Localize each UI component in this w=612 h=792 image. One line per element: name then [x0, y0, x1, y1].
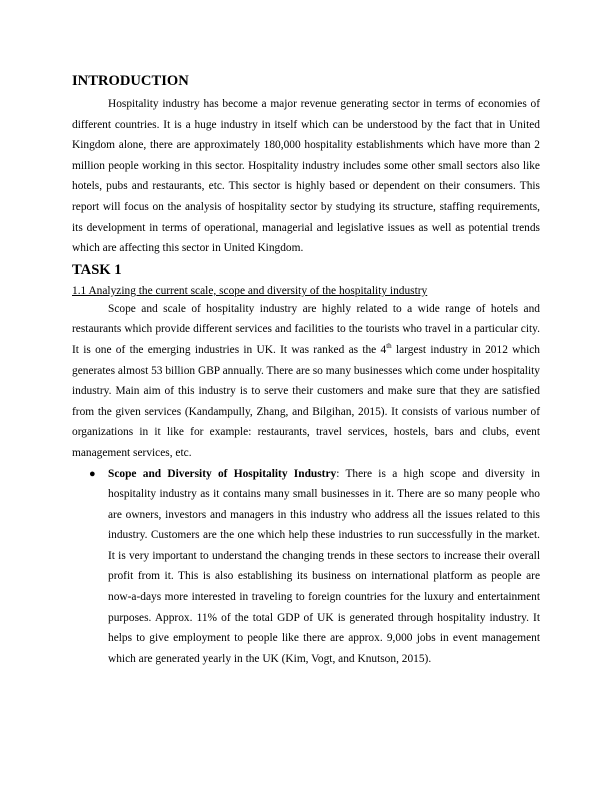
bullet-text: : There is a high scope and diversity in hospitality industry as it contains many small businesses in it. There are so many people who are owners, investors and managers in this industry who address all the issues related to this industry. Customers are the one which help these industries to run successfully in the market. It is very important to understand the changing trends in these sectors to increase their overall profit from it. This is also establishing its business on international platform as people are now-a-days more interested in traveling to foreign countries for the luxury and entertainment purposes. Approx. 11% of the total GDP of UK is generated through hospitality industry. It helps to give employment to people like there are approx. 9,000 jobs in event management which are generated yearly in the UK (Kim, Vogt, and Knutson, 2015).	[108, 467, 541, 665]
task1-subheading: 1.1 Analyzing the current scale, scope and diversity of the hospitality industry	[72, 284, 428, 297]
task1-bullet-list	[72, 464, 540, 670]
bullet-title: Scope and Diversity of Hospitality Industry	[108, 467, 337, 480]
introduction-paragraph: Hospitality industry has become a major revenue generating sector in terms of economies of different countries. It is a huge industry in itself which can be understood by the fact that in United Kingdom alone, there are approximately 180,000 hospitality establishments which have more than 2 million people working in this sector. Hospitality industry includes some other small sectors also like hotels, pubs and restaurants, etc. This sector is highly based or dependent on their consumers. This report will focus on the analysis of hospitality sector by studying its structure, staffing requirements, its development in terms of operational, managerial and legislative issues as well as potential trends which are affecting this sector in United Kingdom.	[72, 98, 540, 255]
task1-paragraph-part2: largest industry in 2012 which generates almost 53 billion GBP annually. There are so many businesses which come under hospitality industry. Main aim of this industry is to serve their customers and make sure that they are satisfied from the given services (Kandampully, Zhang, and Bilgihan, 2015). It consists of various number of organizations in it like for example: restaurants, travel services, hostels, bars and clubs, event management services, etc.	[72, 343, 540, 459]
task1-paragraph-part1: Scope and scale of hospitality industry are highly related to a wide range of hotels and restaurants which provide different services and facilities to the tourists who travel in a particular city. It is one of the emerging industries in UK. It was ranked as the 4	[72, 302, 540, 356]
task1-heading: TASK 1	[72, 261, 122, 278]
task1-paragraph-superscript: th	[386, 342, 392, 351]
task1-paragraph	[72, 299, 540, 464]
document-page	[72, 72, 540, 669]
bullet-icon: ●	[89, 467, 96, 480]
bullet-item	[72, 464, 540, 670]
introduction-heading: INTRODUCTION	[72, 73, 189, 89]
